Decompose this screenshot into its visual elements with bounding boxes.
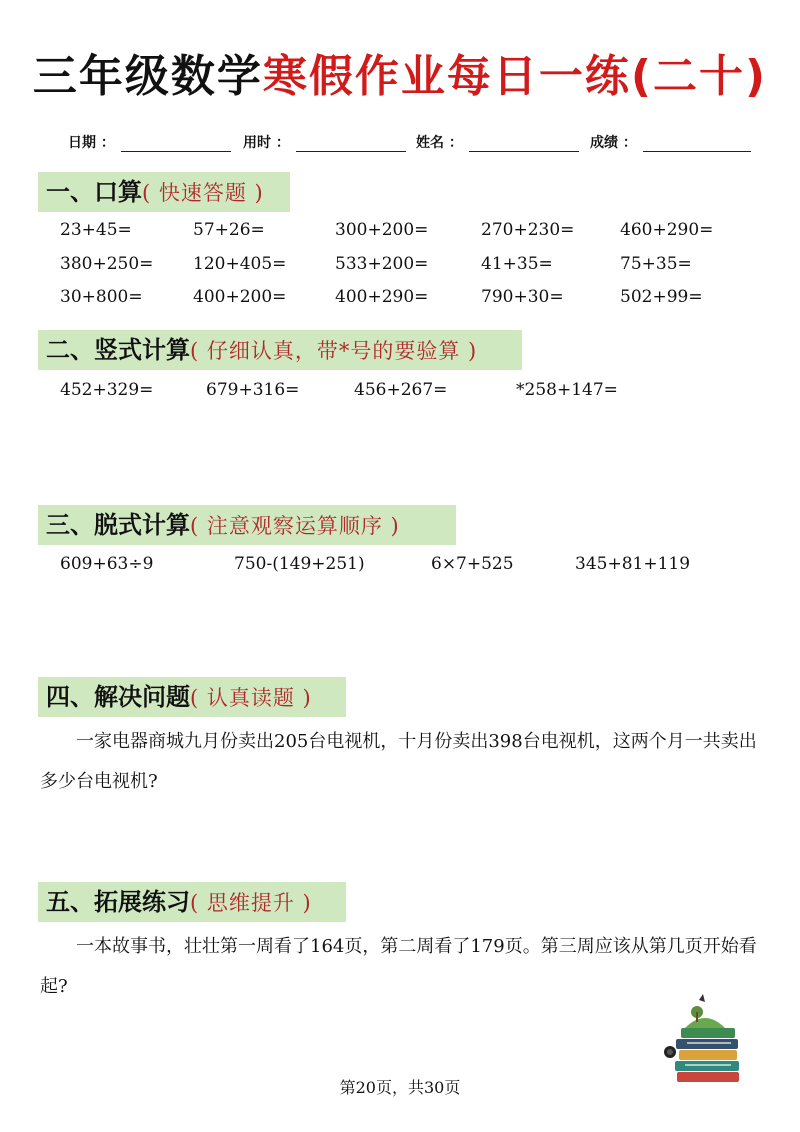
oral-item: 502+99= [620, 287, 703, 307]
time-field[interactable] [243, 132, 406, 152]
vertical-item: 679+316= [206, 380, 300, 400]
oral-item: 75+35= [620, 254, 692, 274]
section-3-header [38, 505, 456, 545]
date-label: 日期 ： [68, 135, 115, 151]
title-black: 三年级数学 [32, 51, 263, 102]
section-1-hint: ( 快速答题 ) [142, 181, 264, 205]
title-red: 寒假作业每日一练(二十) [262, 51, 768, 102]
vertical-item: 456+267= [354, 380, 448, 400]
oral-item: 270+230= [481, 220, 575, 240]
stepwise-item: 609+63÷9 [60, 554, 154, 574]
oral-item: 790+30= [481, 287, 564, 307]
section-1-label: 一、口算 [46, 178, 142, 206]
section-2-header [38, 330, 522, 370]
time-blank[interactable] [296, 139, 406, 152]
section-5-hint: ( 思维提升 ) [190, 891, 312, 915]
problem-5-text: 一本故事书，壮壮第一周看了164页，第二周看了179页。第三周应该从第几页开始看起? [40, 936, 757, 997]
page-footer: 第20页，共30页 [339, 1078, 461, 1097]
section-2-hint: ( 仔细认真，带*号的要验算 ) [190, 339, 478, 363]
oral-item: 300+200= [335, 220, 429, 240]
page-title [0, 40, 800, 104]
score-field[interactable] [590, 132, 751, 152]
stepwise-item: 6×7+525 [431, 554, 514, 574]
section-2-label: 二、竖式计算 [46, 336, 190, 364]
oral-item: 57+26= [193, 220, 265, 240]
oral-item: 23+45= [60, 220, 132, 240]
section-5-header [38, 882, 346, 922]
date-field[interactable] [68, 132, 231, 152]
section-1-header [38, 172, 290, 212]
section-5-label: 五、拓展练习 [46, 888, 190, 916]
oral-item: 533+200= [335, 254, 429, 274]
name-label: 姓名 ： [416, 135, 463, 151]
stepwise-item: 345+81+119 [575, 554, 691, 574]
oral-item: 30+800= [60, 287, 143, 307]
section-3-label: 三、脱式计算 [46, 511, 190, 539]
section-4-label: 四、解决问题 [46, 683, 190, 711]
section-3-hint: ( 注意观察运算顺序 ) [190, 514, 400, 538]
date-blank[interactable] [121, 139, 231, 152]
score-blank[interactable] [643, 139, 751, 152]
oral-item: 41+35= [481, 254, 553, 274]
oral-item: 400+290= [335, 287, 429, 307]
oral-item: 120+405= [193, 254, 287, 274]
stepwise-item: 750-(149+251) [234, 554, 365, 574]
section-4-header [38, 677, 346, 717]
score-label: 成绩 ： [590, 135, 637, 151]
oral-item: 380+250= [60, 254, 154, 274]
section-4-hint: ( 认真读题 ) [190, 686, 312, 710]
oral-item: 460+290= [620, 220, 714, 240]
time-label: 用时 ： [243, 135, 290, 151]
name-blank[interactable] [469, 139, 579, 152]
problem-4-text: 一家电器商城九月份卖出205台电视机，十月份卖出398台电视机，这两个月一共卖出多少台电视机? [40, 731, 757, 792]
oral-item: 400+200= [193, 287, 287, 307]
name-field[interactable] [416, 132, 579, 152]
vertical-item: *258+147= [516, 380, 618, 400]
vertical-item: 452+329= [60, 380, 154, 400]
